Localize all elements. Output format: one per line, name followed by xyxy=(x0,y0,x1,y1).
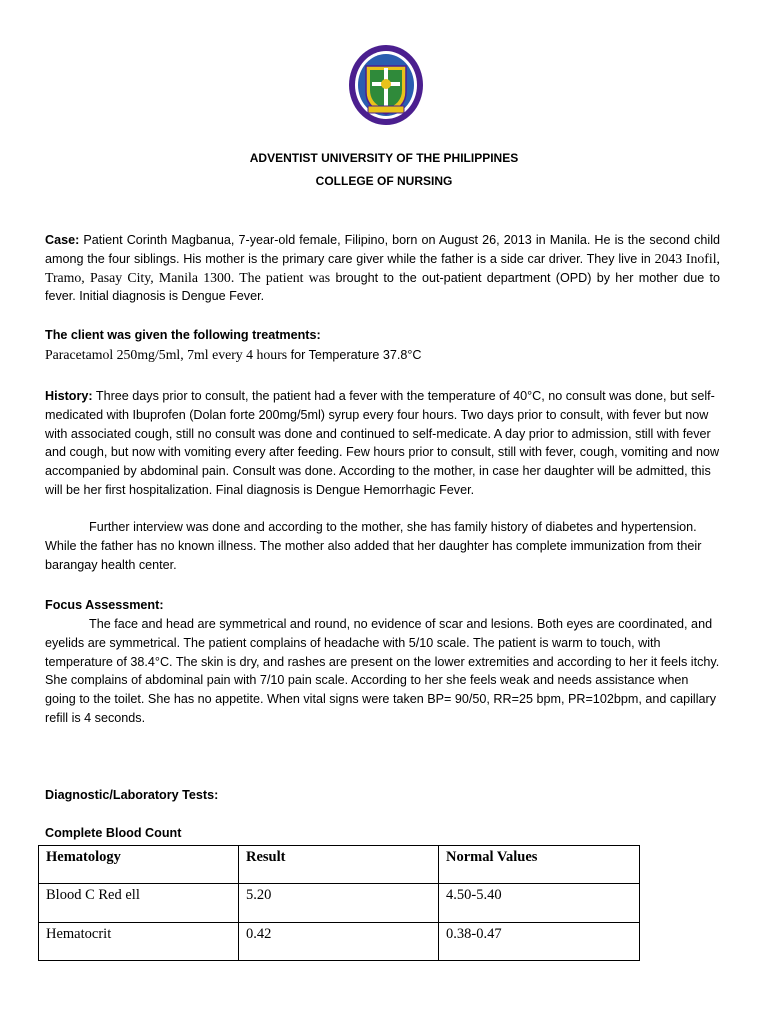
history-text-2: Further interview was done and according to the mother, she has family history of diabetes and hypertension. While the father has no known illness. The mother also added that her daughter has complete immunization from their barangay health center. xyxy=(45,520,702,572)
history-paragraph-2 xyxy=(45,518,720,574)
table-cell: 0.38-0.47 xyxy=(439,923,640,961)
focus-paragraph xyxy=(45,615,720,728)
table-row xyxy=(39,884,640,923)
focus-heading: Focus Assessment: xyxy=(45,598,164,612)
cbc-table xyxy=(38,845,640,961)
case-label: Case: xyxy=(45,233,80,247)
column-header-hematology: Hematology xyxy=(39,846,239,884)
history-paragraph xyxy=(45,387,720,500)
treatment-drug: Paracetamol 250mg/5ml, 7ml every 4 hours xyxy=(45,347,288,362)
column-header-result: Result xyxy=(239,846,439,884)
focus-text: The face and head are symmetrical and round, no evidence of scar and lesions. Both eyes are coordinated, and eyelids are symmetrical. The patient complains of headache with 5/10 scale. The patient is warm to touch, with temperature of 38.4°C. The skin is dry, and rashes are present on the lower extremities and according to her it feels itchy. She complains of abdominal pain with 7/10 pain scale. According to her she feels weak and needs assistance when going to the toilet. She has no appetite. When vital signs were taken BP= 90/50, RR=25 bpm, PR=102bpm, and capillary refill is 4 seconds. xyxy=(45,617,720,725)
diagnostics-heading: Diagnostic/Laboratory Tests: xyxy=(45,788,219,802)
table-cell: Blood C Red ell xyxy=(39,884,239,923)
table-cell: 4.50-5.40 xyxy=(439,884,640,923)
case-paragraph xyxy=(45,231,720,306)
history-text: Three days prior to consult, the patient had a fever with the temperature of 40°C, no consult was done, but self-medicated with Ibuprofen (Dolan forte 200mg/5ml) syrup every four hours. Two days prior to consult, with fever but now with associated cough, still no consult was done and continued to self-medicate. A day prior to admission, still with fever and cough, but now with vomiting every after feeding. Few hours prior to consult, still with fever, cough, vomiting and now accompanied by abdominal pain. Consult was done. According to the mother, in case her daughter will be admitted, this will be her first hospitalization. Final diagnosis is Dengue Hemorrhagic Fever. xyxy=(45,389,720,497)
university-name: ADVENTIST UNIVERSITY OF THE PHILIPPINES xyxy=(249,151,519,165)
history-label: History: xyxy=(45,389,93,403)
table-cell: Hematocrit xyxy=(39,923,239,961)
university-seal-logo xyxy=(348,44,424,126)
treatment-condition: for Temperature 37.8°C xyxy=(290,348,422,362)
case-address: 2043 Inofil, Tramo, Pasay City, Manila 1300. The patient was xyxy=(45,250,721,285)
table-cell: 0.42 xyxy=(239,923,439,961)
table-header-row xyxy=(39,846,640,884)
column-header-normal-values: Normal Values xyxy=(439,846,640,884)
table-row xyxy=(39,923,640,961)
treatments-heading: The client was given the following treatments: xyxy=(45,328,321,342)
treatments-line xyxy=(45,346,720,365)
case-text-1: Patient Corinth Magbanua, 7-year-old female, Filipino, born on August 26, 2013 in Manila. He is the second child among the four siblings. His mother is the primary care giver while the father is a side car driver. They live in xyxy=(45,233,720,266)
table-cell: 5.20 xyxy=(239,884,439,923)
case-text-2: brought to the out-patient department (OPD) by her mother due to fever. Initial diagnosis is Dengue Fever. xyxy=(45,270,721,304)
college-name: COLLEGE OF NURSING xyxy=(315,174,453,188)
cbc-title: Complete Blood Count xyxy=(45,826,182,840)
